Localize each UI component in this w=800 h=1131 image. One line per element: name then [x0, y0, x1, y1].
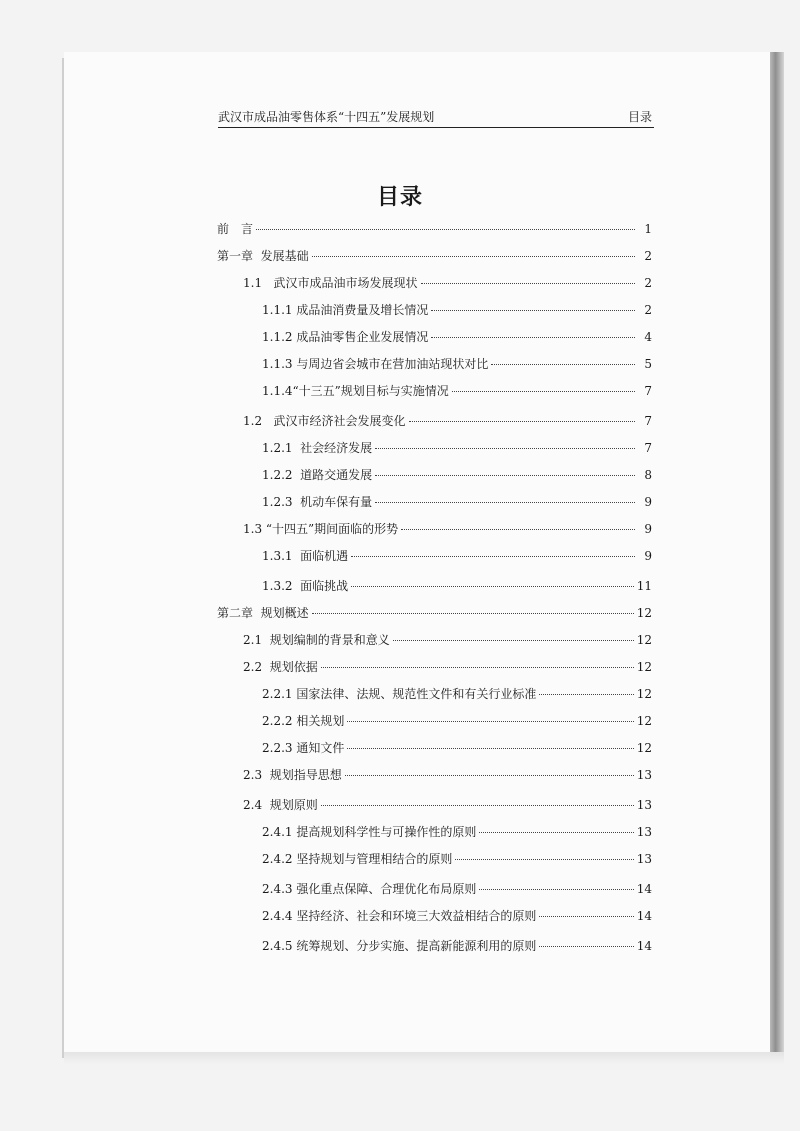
toc-entry-page: 14	[636, 909, 652, 923]
toc-entry-label: 2.2 规划依据	[243, 660, 318, 674]
page-title: 目录	[376, 185, 423, 210]
toc-leader	[256, 229, 635, 230]
toc-leader	[351, 556, 635, 557]
toc-entry-page: 9	[644, 549, 652, 563]
toc-entry-label: 2.4 规划原则	[243, 798, 318, 812]
toc-entry[interactable]	[262, 438, 652, 458]
toc-entry-label: 2.1 规划编制的背景和意义	[243, 633, 390, 647]
toc-entry-page: 1	[644, 222, 652, 236]
toc-entry-page: 13	[636, 798, 652, 812]
toc-entry-label: 1.1.4“十三五”规划目标与实施情况	[262, 384, 449, 398]
toc-entry[interactable]	[262, 822, 652, 842]
toc-entry-page: 12	[636, 633, 652, 647]
toc-entry-page: 12	[636, 660, 652, 674]
toc-entry-label: 2.2.3 通知文件	[262, 741, 345, 755]
toc-entry-page: 8	[644, 468, 652, 482]
toc-entry[interactable]	[262, 546, 652, 566]
toc-entry[interactable]	[243, 657, 652, 677]
toc-entry[interactable]	[262, 576, 652, 596]
toc-leader	[375, 502, 635, 503]
toc-leader	[431, 337, 635, 338]
toc-entry-label: 1.3.2 面临挑战	[262, 579, 349, 593]
toc-entry-label: 1.2.1 社会经济发展	[262, 441, 373, 455]
toc-entry-label: 1.1.1 成品油消费量及增长情况	[262, 303, 429, 317]
toc-leader	[455, 859, 633, 860]
header-title: 武汉市成品油零售体系“十四五”发展规划	[218, 110, 435, 124]
toc-entry-page: 7	[644, 414, 652, 428]
toc-entry-label: 1.3 “十四五”期间面临的形势	[243, 522, 399, 536]
toc-entry[interactable]	[262, 354, 652, 374]
toc-entry[interactable]	[262, 381, 652, 401]
toc-entry-label: 2.4.3 强化重点保障、合理优化布局原则	[262, 882, 477, 896]
toc-entry-page: 12	[636, 741, 652, 755]
toc-entry-page: 7	[644, 441, 652, 455]
toc-entry[interactable]	[243, 519, 652, 539]
toc-entry[interactable]	[262, 465, 652, 485]
toc-entry-label: 2.4.4 坚持经济、社会和环境三大效益相结合的原则	[262, 909, 537, 923]
toc-entry-page: 14	[636, 882, 652, 896]
toc-entry-page: 5	[644, 357, 652, 371]
toc-entry-page: 14	[636, 939, 652, 953]
toc-entry-label: 2.2.2 相关规划	[262, 714, 345, 728]
toc-entry[interactable]	[262, 936, 652, 956]
toc-entry-page: 13	[636, 768, 652, 782]
toc-leader	[539, 946, 633, 947]
toc-entry[interactable]	[262, 738, 652, 758]
toc-entry-label: 第二章 规划概述	[217, 606, 309, 620]
toc-leader	[312, 256, 635, 257]
toc-entry-label: 2.4.1 提高规划科学性与可操作性的原则	[262, 825, 477, 839]
toc-leader	[321, 667, 634, 668]
toc-entry-page: 2	[644, 276, 652, 290]
toc-entry[interactable]	[262, 684, 652, 704]
toc-entry-page: 2	[644, 303, 652, 317]
toc-entry-label: 1.2.2 道路交通发展	[262, 468, 373, 482]
toc-leader	[539, 916, 633, 917]
toc-entry-label: 2.3 规划指导思想	[243, 768, 342, 782]
toc-entry[interactable]	[262, 906, 652, 926]
toc-leader	[312, 613, 634, 614]
toc-entry[interactable]	[217, 246, 652, 266]
toc-entry[interactable]	[243, 765, 652, 785]
toc-leader	[539, 694, 633, 695]
toc-entry-page: 12	[636, 687, 652, 701]
toc-leader	[347, 721, 633, 722]
toc-leader	[375, 448, 635, 449]
toc-entry-label: 第一章 发展基础	[217, 249, 309, 263]
toc-entry-page: 7	[644, 384, 652, 398]
toc-leader	[351, 586, 634, 587]
toc-entry[interactable]	[262, 300, 652, 320]
toc-entry[interactable]	[262, 711, 652, 731]
toc-entry-page: 2	[644, 249, 652, 263]
toc-leader	[347, 748, 633, 749]
toc-leader	[479, 832, 633, 833]
toc-leader	[345, 775, 634, 776]
toc-entry[interactable]	[262, 492, 652, 512]
toc-entry[interactable]	[217, 219, 652, 239]
toc-entry-page: 11	[636, 579, 652, 593]
toc-leader	[321, 805, 634, 806]
toc-entry[interactable]	[243, 630, 652, 650]
toc-entry-page: 12	[636, 714, 652, 728]
toc-leader	[491, 364, 635, 365]
toc-entry-label: 1.2 武汉市经济社会发展变化	[243, 414, 406, 428]
toc-leader	[479, 889, 633, 890]
toc-entry-label: 2.4.2 坚持规划与管理相结合的原则	[262, 852, 453, 866]
toc-entry-label: 1.2.3 机动车保有量	[262, 495, 373, 509]
toc-entry[interactable]	[243, 411, 652, 431]
header-section: 目录	[627, 110, 652, 124]
toc-leader	[393, 640, 634, 641]
toc-leader	[452, 391, 635, 392]
toc-leader	[375, 475, 635, 476]
toc-entry-page: 13	[636, 825, 652, 839]
toc-entry-page: 9	[644, 495, 652, 509]
toc-entry-label: 1.1 武汉市成品油市场发展现状	[243, 276, 418, 290]
toc-entry[interactable]	[262, 327, 652, 347]
toc-entry[interactable]	[262, 849, 652, 869]
toc-leader	[401, 529, 635, 530]
toc-entry-page: 9	[644, 522, 652, 536]
toc-entry[interactable]	[262, 879, 652, 899]
toc-entry[interactable]	[217, 603, 652, 623]
toc-entry-page: 4	[644, 330, 652, 344]
toc-entry[interactable]	[243, 795, 652, 815]
toc-entry-label: 2.2.1 国家法律、法规、规范性文件和有关行业标准	[262, 687, 537, 701]
toc-entry-page: 13	[636, 852, 652, 866]
toc-leader	[421, 283, 635, 284]
toc-leader	[409, 421, 635, 422]
toc-entry[interactable]	[243, 273, 652, 293]
toc-entry-label: 1.1.2 成品油零售企业发展情况	[262, 330, 429, 344]
toc-entry-label: 1.1.3 与周边省会城市在营加油站现状对比	[262, 357, 489, 371]
toc-entry-page: 12	[636, 606, 652, 620]
toc-entry-label: 前 言	[217, 222, 254, 236]
toc-leader	[431, 310, 635, 311]
toc-entry-label: 2.4.5 统筹规划、分步实施、提高新能源利用的原则	[262, 939, 537, 953]
toc-entry-label: 1.3.1 面临机遇	[262, 549, 349, 563]
